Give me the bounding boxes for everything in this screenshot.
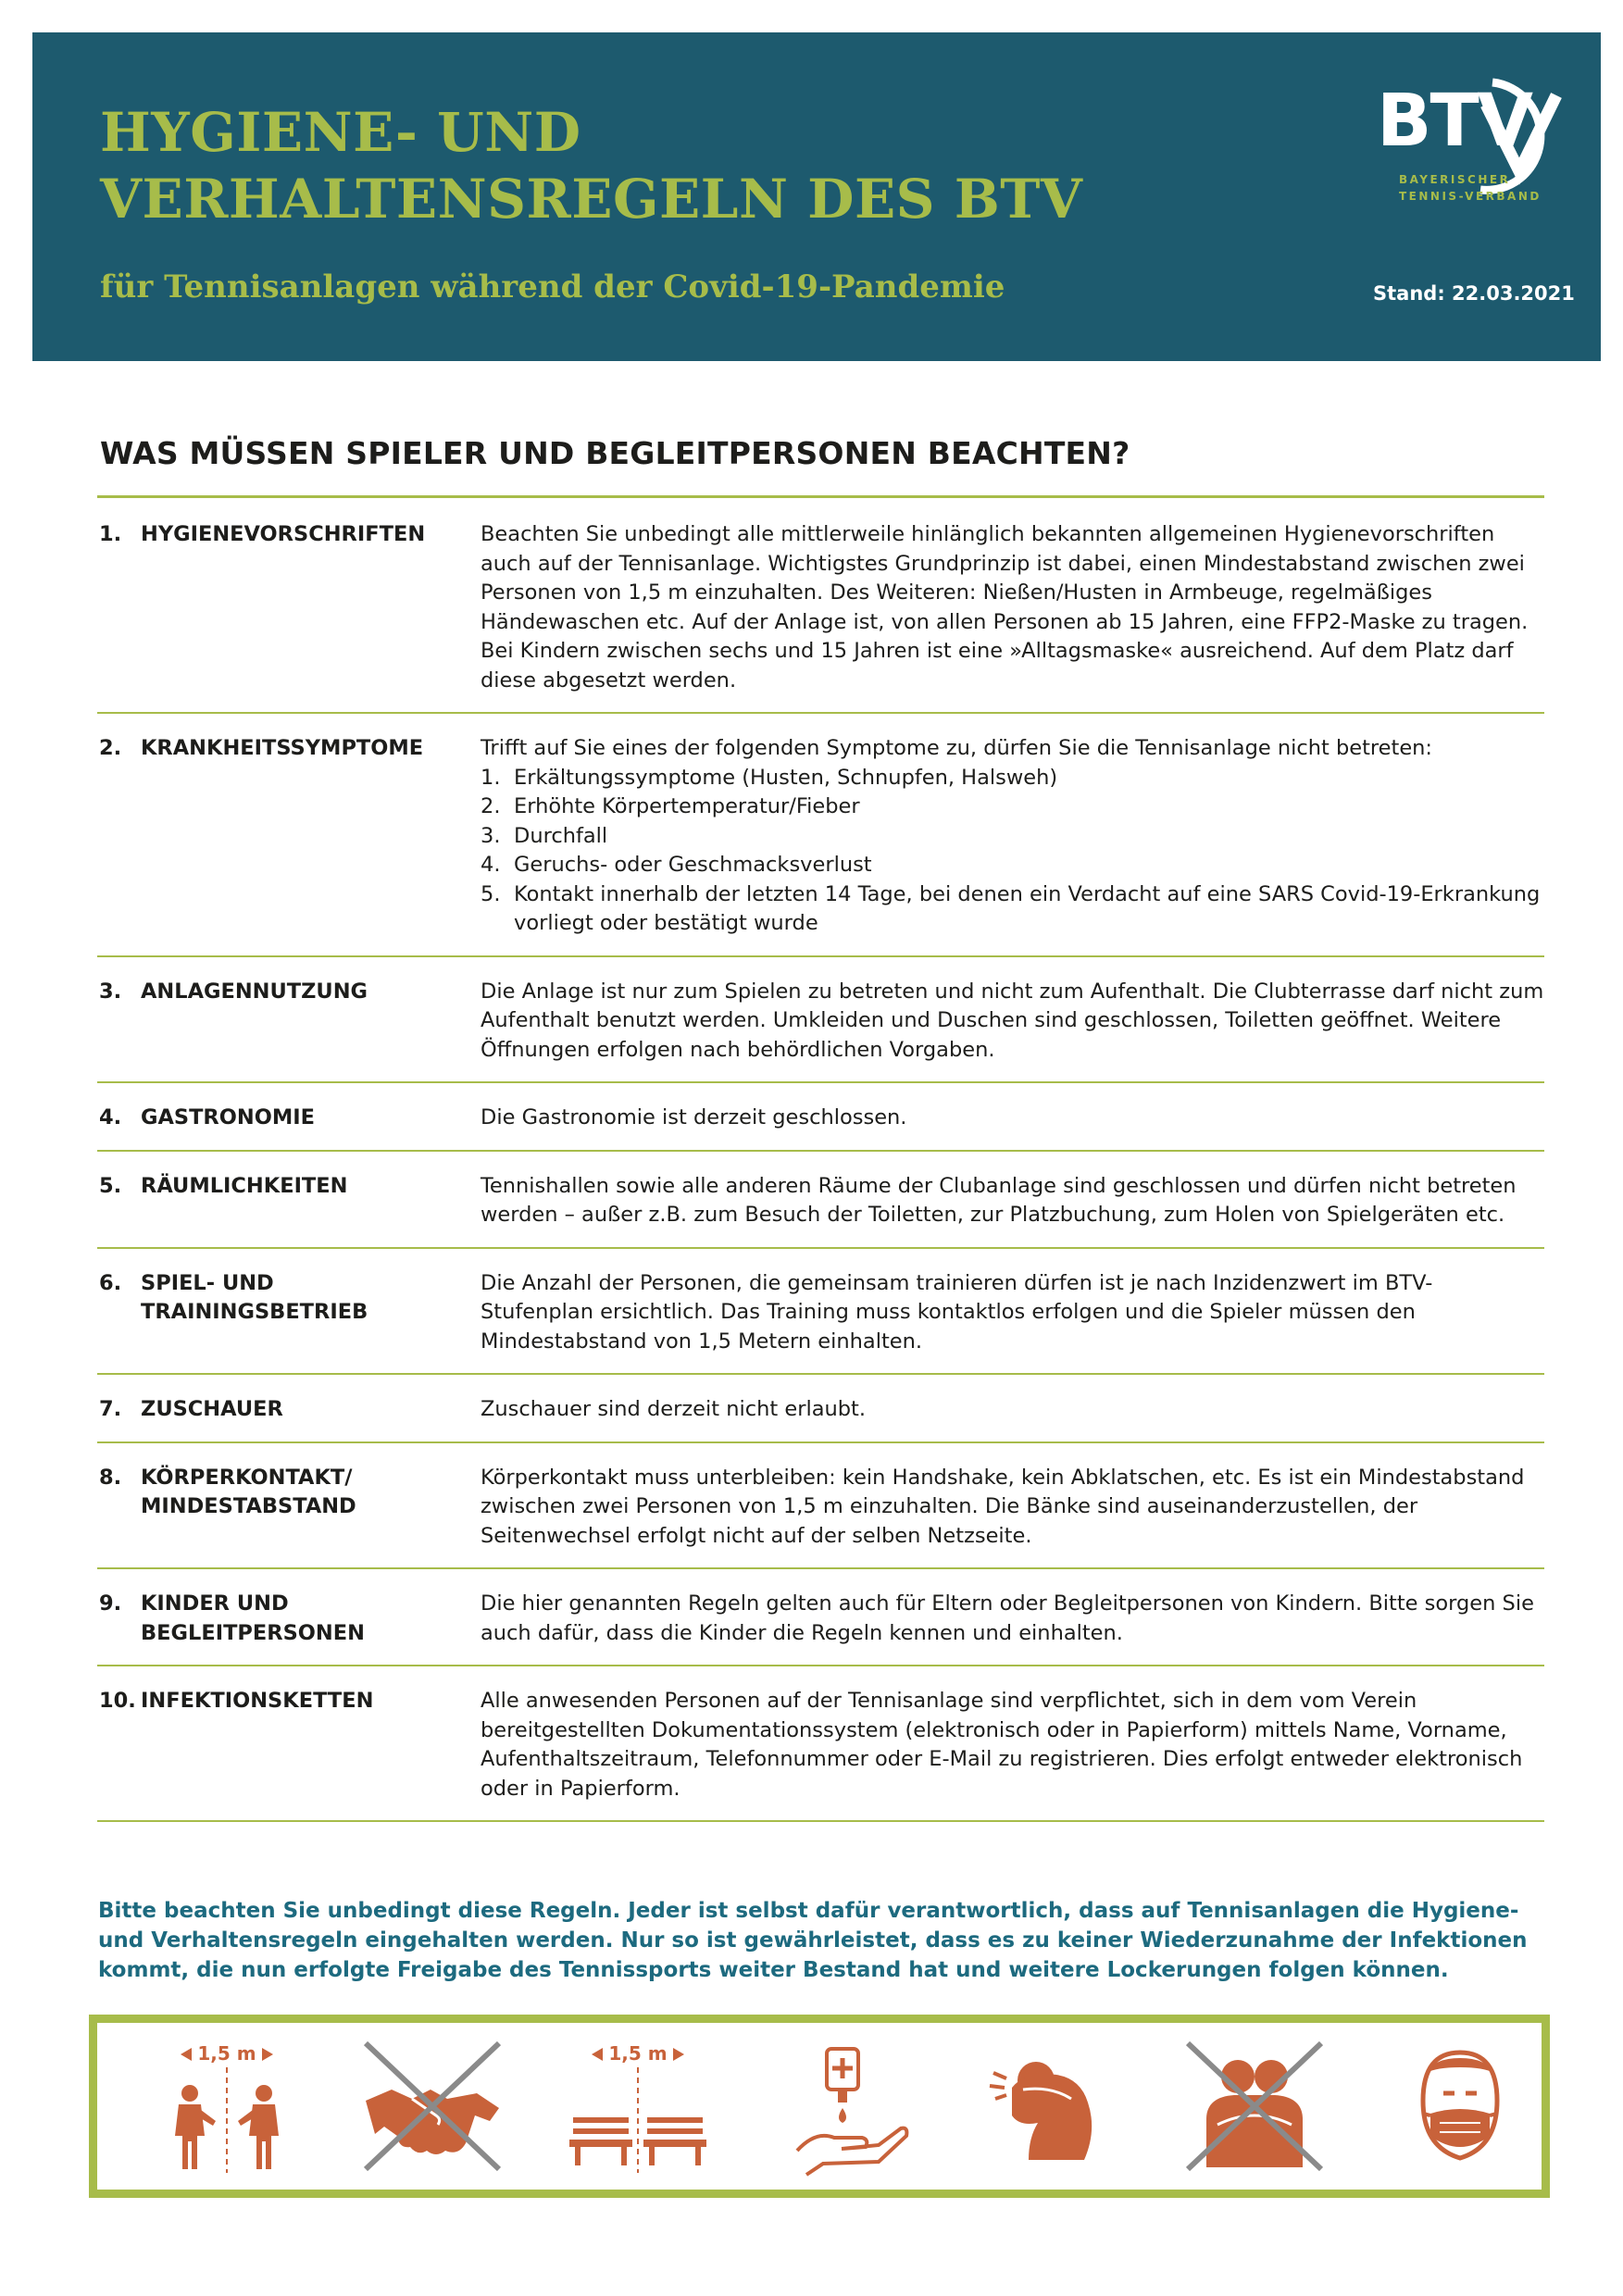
page-title [100,99,1082,232]
rule-text: Beachten Sie unbedingt alle mittlerweile hinlänglich bekannten allgemeinen Hygienevorschriften auch auf der Tennisanlage. Wichtigstes Grundprinzip ist dabei, einen Mindestabstand zwischen zwei Personen von 1,5 m einzuhalten. Des Weiteren: Nießen/Husten in Armbeuge, regelmäßiges Händewaschen etc. Auf der Anlage ist, von allen Personen ab 15 Jahren, eine FFP2-Maske zu tragen. Bei Kindern zwischen sechs und 15 Jahren ist eine »Alltagsmaske« ausreichend. Auf dem Platz darf diese abgesetzt werden. [481,522,1529,693]
symptom-number: 2. [481,794,501,818]
rule-title: ZUSCHAUER [141,1397,283,1421]
rule-number: 5. [99,1173,122,1198]
rule-item [97,1249,1544,1376]
rule-title: HYGIENEVORSCHRIFTEN [141,522,426,546]
rule-number: 3. [99,979,122,1004]
closing-note: Bitte beachten Sie unbedingt diese Regeln. Jeder ist selbst dafür verantwortlich, dass auf Tennisanlagen die Hygiene- und Verhaltensregeln eingehalten werden. Nur so ist gewährleistet, dass es zu keiner Wiederzunahme der Infektionen kommt, die nun erfolgte Freigabe des Tennissports weiter Bestand hat und weitere Lockerungen folgen können. [98,1899,1528,1982]
rule-number: 4. [99,1105,122,1129]
rule-number: 9. [99,1591,122,1616]
rule-body [481,734,1545,939]
cough-into-elbow-icon [975,2036,1123,2177]
rule-text: Die Gastronomie ist derzeit geschlossen. [481,1105,907,1129]
symptom-text: Geruchs- oder Geschmacksverlust [514,853,872,877]
divider [97,495,1544,498]
rule-text: Tennishallen sowie alle anderen Räume der Clubanlage sind geschlossen und dürfen nicht betreten werden – außer z.B. zum Besuch der Toiletten, zur Platzbuchung, zum Holen von Spielgeräten etc. [481,1173,1517,1227]
no-handshake-icon [358,2036,506,2177]
rule-item [97,1152,1544,1249]
date-stamp: Stand: 22.03.2021 [1373,282,1575,305]
rule-item [97,1666,1544,1822]
rule-title: ANLAGENNUTZUNG [141,979,368,1004]
rule-item [97,1569,1544,1666]
symptom-number: 5. [481,881,501,906]
rule-number: 1. [99,522,122,546]
rule-number: 6. [99,1270,122,1295]
rule-text: Körperkontakt muss unterbleiben: kein Handshake, kein Abklatschen, etc. Es ist ein Mindestabstand zwischen zwei Personen von 1,5 m einzuhalten. Die Bänke sind auseinanderzustellen, der Seitenwechsel erfolgt nicht auf der selben Netzseite. [481,1465,1525,1548]
page-subtitle: für Tennisanlagen während der Covid-19-Pandemie [100,268,1005,306]
rule-number: 7. [99,1397,122,1421]
symptom-text: Erkältungssymptome (Husten, Schnupfen, Halsweh) [514,765,1058,790]
rule-title: INFEKTIONSKETTEN [141,1689,374,1713]
no-hug-icon [1180,2036,1329,2177]
logo-subtitle-line-1: BAYERISCHER [1399,173,1511,186]
rules-list [97,500,1544,1822]
symptom-item [481,764,1545,793]
rule-text: Die Anlage ist nur zum Spielen zu betreten und nicht zum Aufenthalt. Die Clubterrasse darf nicht zum Aufenthalt benutzt werden. Umkleiden und Duschen sind geschlossen, Toiletten geöffnet. Weitere Öffnungen erfolgen nach behördlichen Vorgaben. [481,979,1544,1062]
symptom-number: 4. [481,853,501,877]
distance-label: 1,5 m [197,2042,256,2065]
pictogram-strip [89,2015,1550,2198]
symptom-number: 3. [481,823,501,848]
section-title: WAS MÜSSEN SPIELER UND BEGLEITPERSONEN BEACHTEN? [100,435,1130,471]
logo-subtitle-line-2: TENNIS-VERBAND [1399,190,1542,203]
rule-text: Zuschauer sind derzeit nicht erlaubt. [481,1397,867,1421]
rule-body [481,1104,1545,1133]
rule-body [481,1590,1545,1648]
rule-item [97,957,1544,1084]
face-mask-icon [1386,2036,1534,2177]
symptom-text: Kontakt innerhalb der letzten 14 Tage, bei denen ein Verdacht auf eine SARS Covid-19-Erkrankung vorliegt oder bestätigt wurde [514,881,1541,935]
rule-item [97,500,1544,714]
rule-body [481,1395,1545,1425]
symptom-item [481,792,1545,822]
distance-label: 1,5 m [608,2042,668,2065]
rule-title: KRANKHEITSSYMPTOME [141,736,424,760]
rule-item [97,1083,1544,1152]
rule-number: 2. [99,736,122,760]
rule-text: Die Anzahl der Personen, die gemeinsam trainieren dürfen ist je nach Inzidenzwert im BTV-Stufenplan ersichtlich. Das Training muss kontaktlos erfolgen und die Spieler müssen den Mindestabstand von 1,5 Metern einhalten. [481,1270,1433,1354]
rule-title: SPIEL- UND TRAININGSBETRIEB [141,1270,368,1324]
rule-item [97,714,1544,957]
symptom-item [481,851,1545,880]
distanced-benches-icon [564,2036,712,2177]
symptom-number: 1. [481,765,501,790]
rule-text: Alle anwesenden Personen auf der Tennisanlage sind verpflichtet, sich in dem vom Verein bereitgestellten Dokumentationssystem (elektronisch oder in Papierform) mittels Name, Vorname, Aufenthaltszeitraum, Telefonnummer oder E-Mail zu registrieren. Dies erfolgt entweder elektronisch oder in Papierform. [481,1689,1523,1801]
hand-sanitizer-icon [769,2036,918,2177]
symptom-text: Erhöhte Körpertemperatur/Fieber [514,794,860,818]
rule-text: Die hier genannten Regeln gelten auch für Eltern oder Begleitpersonen von Kindern. Bitte sorgen Sie auch dafür, dass die Kinder die Regeln kennen und einhalten. [481,1591,1534,1645]
rule-title: RÄUMLICHKEITEN [141,1173,348,1198]
rule-body [481,1464,1545,1552]
symptom-text: Durchfall [514,823,608,848]
rule-number: 8. [99,1465,122,1490]
rule-title: KÖRPERKONTAKT/ MINDESTABSTAND [141,1465,356,1518]
symptom-item [481,880,1545,939]
rule-title: GASTRONOMIE [141,1105,315,1129]
title-line-2: VERHALTENSREGELN DES BTV [100,168,1083,231]
rule-body [481,1269,1545,1357]
rule-title: KINDER UND BEGLEITPERSONEN [141,1591,365,1645]
header-banner [32,32,1601,361]
btv-logo [1366,62,1588,224]
logo-subtitle [1399,171,1542,205]
symptom-list [481,764,1545,939]
rule-item [97,1375,1544,1443]
rule-body [481,978,1545,1066]
distance-people-icon [153,2036,301,2177]
rule-body [481,1172,1545,1230]
title-line-1: HYGIENE- UND [100,101,581,164]
rule-item [97,1443,1544,1570]
rule-body [481,1687,1545,1803]
rule-body [481,520,1545,695]
symptom-item [481,822,1545,852]
rule-text: Trifft auf Sie eines der folgenden Symptome zu, dürfen Sie die Tennisanlage nicht betreten: [481,736,1433,760]
rule-number: 10. [99,1689,136,1713]
logo-wordmark: BTV [1377,80,1532,163]
